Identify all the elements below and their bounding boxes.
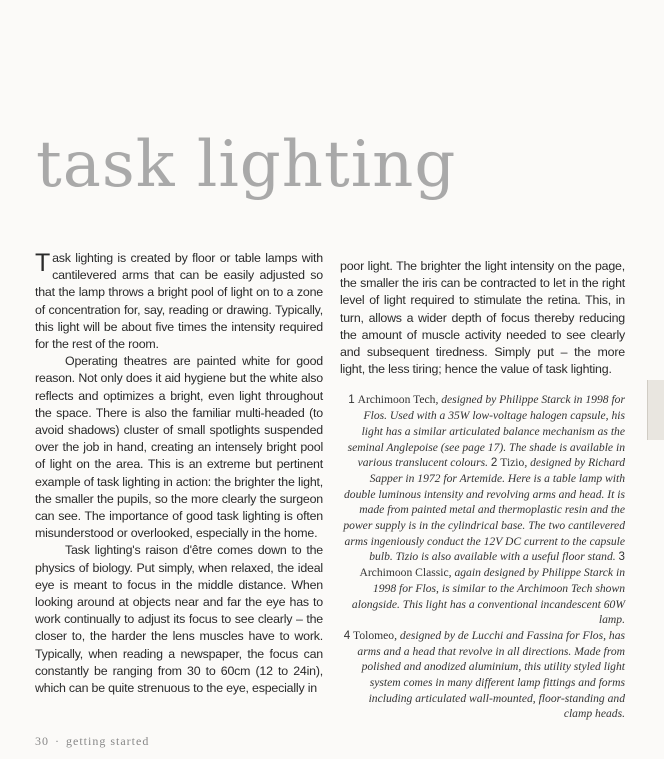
drop-cap: T: [35, 249, 51, 277]
body-paragraph: Operating theatres are painted white for good reason. Not only does it aid hygiene but the white also reflects and optimizes a bright, even light throughout the space. There is also the familiar multi-headed (to avoid shadows) cluster of small spotlights suspended over the job in hand, creating an intensely bright pool of light on the area. This is an extreme but pertinent example of task lighting in action: the brighter the light, the smaller the pupils, so the more clearly the surgeon can see. The importance of good task lighting is often misunderstood or overlooked, especially in the home.: [35, 354, 323, 541]
caption-text: , designed by de Lucchi and Fassina for Flos, has arms and a head that revolve in all directions. Made from polished and anodized aluminium, this utility styled light system comes in many different lamp fittings and forms including articulated wall-mounted, floor-standing and clamp heads.: [357, 628, 625, 721]
caption-text: , designed by Philippe Starck in 1998 for Flos. Used with a 35W low-voltage halogen capsule, his light has a similar articulated balance mechanism as the seminal Anglepoise (see page 17). The shade is available in various translucent colours.: [347, 393, 625, 470]
caption-number: 1: [348, 393, 355, 407]
image-captions: [340, 392, 625, 722]
caption-product-name: Archimoon Classic: [359, 566, 449, 580]
section-name: getting started: [66, 734, 150, 749]
caption-text: , again designed by Philippe Starck in 1998 for Flos, is similar to the Archimoon Tech shown alongside. This light has a conventional incandescent 60W lamp.: [351, 566, 625, 627]
body-paragraph: Task lighting's raison d'être comes down to the physics of biology. Put simply, when relaxed, the ideal eye is meant to focus in the middle distance. When looking around at objects near and far the eye has to work continually to adjust its focus to see clearly – the closer to, the harder the lens muscles have to work. Typically, when reading a newspaper, the focus can constantly be ranging from 30 to 60cm (12 to 24in), which can be quite strenuous to the eye, especially in: [35, 543, 323, 696]
page-number: 30: [35, 734, 49, 749]
body-paragraph: poor light. The brighter the light intensity on the page, the smaller the iris can be contracted to let in the right level of light required to stimulate the retina. This, in turn, allows a wider depth of focus thereby reducing the amount of muscle activity needed to see clearly and subsequent tiredness. Simply put – the more light, the less tiring; hence the value of task lighting.: [340, 259, 625, 377]
caption-number: 3: [618, 550, 625, 564]
caption-text: , designed by Richard Sapper in 1972 for Artemide. Here is a table lamp with double luminous intensity and revolving arms and head. It is made from painted metal and thermoplastic resin and the power supply is in the cylindrical base. The two cantilevered arms ingeniously conduct the 12V DC current to the capsule bulb. Tizio is also available with a useful floor stand.: [343, 456, 625, 564]
main-content: [35, 0, 625, 722]
page-title: task lighting: [36, 128, 457, 202]
page-edge-tab: [647, 380, 664, 440]
caption-product-name: Archimoon Tech: [357, 393, 436, 407]
footer-separator: ·: [55, 734, 60, 749]
page-footer: [35, 734, 664, 749]
caption-number: 2: [490, 456, 498, 470]
right-column: [340, 250, 625, 722]
body-paragraph: [35, 250, 323, 353]
caption-product-name: Tizio: [500, 456, 525, 470]
left-column: [35, 250, 323, 697]
paragraph-text: ask lighting is created by floor or table lamps with cantilevered arms that can be easily adjusted so that the lamp throws a bright pool of light on to a zone of concentration for, say, reading or drawing. Typically, this light will be about five times the intensity required for the rest of the room.: [35, 251, 323, 352]
caption-number: 4: [343, 628, 351, 642]
caption-product-name: Tolomeo: [353, 628, 395, 642]
